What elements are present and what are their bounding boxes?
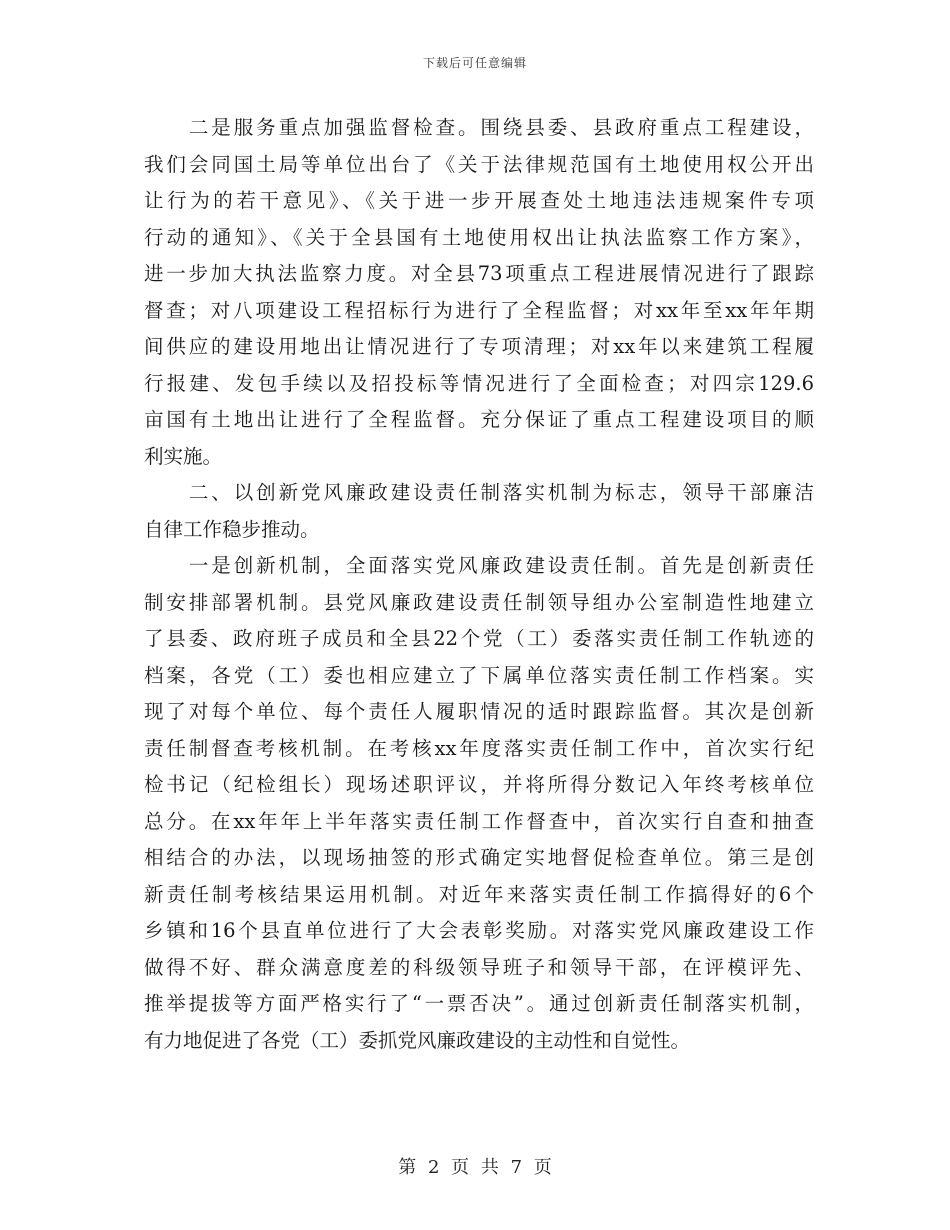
body-line: 总分。在xx年年上半年落实责任制工作督查中，首次实行自查和抽查 — [144, 809, 814, 833]
body-line: 新责任制考核结果运用机制。对近年来落实责任制工作搞得好的6个 — [144, 882, 814, 906]
body-line: 让行为的若干意见》、《关于进一步开展查处土地违法违规案件专项 — [144, 189, 814, 212]
body-line: 有力地促进了各党（工）委抓党风廉政建设的主动性和自觉性。 — [144, 1028, 691, 1052]
body-line: 亩国有土地出让进行了全程监督。充分保证了重点工程建设项目的顺 — [144, 408, 814, 431]
body-line: 乡镇和16个县直单位进行了大会表彰奖励。对落实党风廉政建设工作 — [144, 919, 814, 942]
body-line: 进一步加大执法监察力度。对全县73项重点工程进展情况进行了跟踪 — [144, 262, 814, 285]
body-line: 责任制督查考核机制。在考核xx年度落实责任制工作中，首次实行纪 — [144, 736, 814, 760]
body-line: 制安排部署机制。县党风廉政建设责任制领导组办公室制造性地建立 — [144, 590, 814, 614]
body-line: 一是创新机制，全面落实党风廉政建设责任制。首先是创新责任 — [144, 554, 814, 577]
body-line: 行报建、发包手续以及招投标等情况进行了全面检查；对四宗129.6 — [144, 371, 814, 395]
body-line: 做得不好、群众满意度差的科级领导班子和领导干部，在评模评先、 — [144, 955, 814, 979]
body-line: 检书记（纪检组长）现场述职评议，并将所得分数记入年终考核单位 — [144, 773, 814, 796]
body-line: 自律工作稳步推动。 — [144, 517, 320, 541]
body-line: 了县委、政府班子成员和全县22个党（工）委落实责任制工作轨迹的 — [144, 627, 814, 650]
document-body — [144, 110, 814, 1059]
body-line: 二是服务重点加强监督检查。围绕县委、县政府重点工程建设， — [144, 116, 814, 139]
body-line: 档案，各党（工）委也相应建立了下属单位落实责任制工作档案。实 — [144, 663, 814, 687]
body-line: 行动的通知》、《关于全县国有土地使用权出让执法监察工作方案》， — [144, 225, 814, 249]
body-line: 相结合的办法，以现场抽签的形式确定实地督促检查单位。第三是创 — [144, 846, 814, 869]
body-line: 督查；对八项建设工程招标行为进行了全程监督；对xx年至xx年年期 — [144, 298, 814, 322]
body-line: 利实施。 — [144, 444, 223, 468]
page-header: 下载后可任意编辑 — [422, 56, 527, 70]
page-number-footer: 第 2 页 共 7 页 — [398, 1157, 552, 1178]
body-line: 现了对每个单位、每个责任人履职情况的适时跟踪监督。其次是创新 — [144, 700, 814, 723]
body-line: 二、以创新党风廉政建设责任制落实机制为标志，领导干部廉洁 — [144, 481, 814, 504]
body-line: 推举提拔等方面严格实行了“一票否决”。通过创新责任制落实机制， — [144, 992, 814, 1015]
body-line: 间供应的建设用地出让情况进行了专项清理；对xx年以来建筑工程履 — [144, 335, 814, 358]
body-line: 我们会同国土局等单位出台了《关于法律规范国有土地使用权公开出 — [144, 152, 814, 176]
